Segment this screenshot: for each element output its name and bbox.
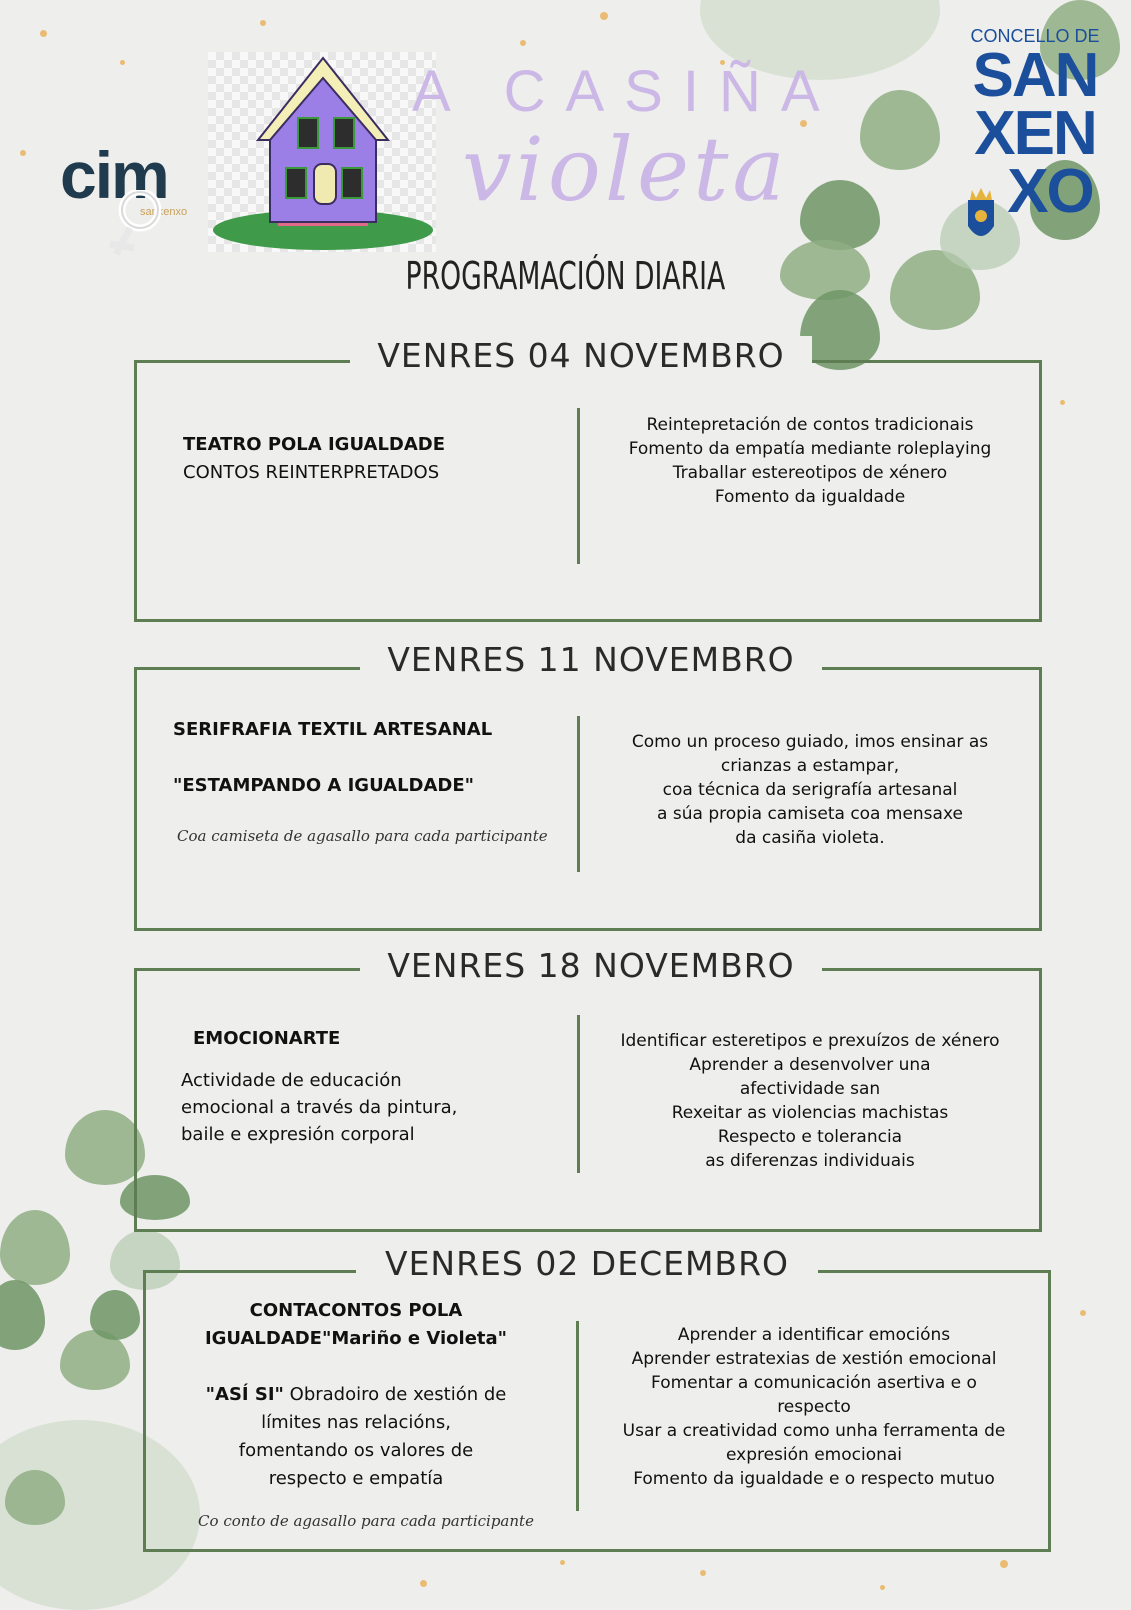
objective: Identificar esteretipos e prexuízos de xénero <box>620 1031 1000 1051</box>
session-date-1: VENRES 04 NOVEMBRO <box>350 336 812 375</box>
session-desc-line: fomentando os valores de <box>238 1440 474 1461</box>
objective: as diferenzas individuais <box>705 1151 915 1171</box>
asi-si-label: "ASÍ SI" <box>205 1384 284 1405</box>
objective: da casiña violeta. <box>735 828 885 848</box>
session-date-4: VENRES 02 DECEMBRO <box>356 1244 818 1283</box>
page-title: PROGRAMACIÓN DIARIA <box>405 254 726 298</box>
session-objectives <box>587 730 1033 850</box>
session-title: SERIFRAFIA TEXTIL ARTESANAL <box>173 719 493 740</box>
session-desc-line: baile e expresión corporal <box>181 1124 415 1145</box>
session-left <box>146 1297 566 1533</box>
cim-logo-subtext: sanxenxo <box>140 206 188 218</box>
objective: Fomento da igualdade e o respecto mutuo <box>633 1469 995 1489</box>
objective: coa técnica da serigrafía artesanal <box>662 780 958 800</box>
cim-logo-text: cim <box>60 138 168 212</box>
session-desc-line: Actividade de educación <box>181 1070 402 1091</box>
session-title-line: IGUALDADE"Mariño e Violeta" <box>204 1328 508 1349</box>
session-objectives <box>586 1323 1042 1491</box>
session-note: Coa camiseta de agasallo para cada participante <box>177 827 548 845</box>
objective: Fomentar a comunicación asertiva e o <box>651 1373 977 1393</box>
objective: Respecto e tolerancia <box>717 1127 903 1147</box>
asi-si-text: Obradoiro de xestión de <box>283 1384 507 1405</box>
female-symbol-icon <box>100 190 170 260</box>
session-box-1 <box>134 360 1042 622</box>
session-objectives <box>587 413 1033 509</box>
session-desc-line: emocional a través da pintura, <box>181 1097 458 1118</box>
objective: expresión emocionai <box>725 1445 903 1465</box>
session-divider <box>577 408 580 564</box>
crest-icon <box>964 186 998 246</box>
objective: crianzas a estampar, <box>720 756 900 776</box>
objective: Fomento da empatía mediante roleplaying <box>628 439 992 459</box>
session-left <box>181 1027 571 1148</box>
objective: Aprender a identificar emocións <box>677 1325 951 1345</box>
session-note: Co conto de agasallo para cada participante <box>198 1512 534 1530</box>
objective: afectividade san <box>739 1079 881 1099</box>
house-illustration <box>208 52 436 252</box>
session-title: EMOCIONARTE <box>193 1028 341 1049</box>
objective: Aprender estratexias de xestión emocional <box>631 1349 997 1369</box>
concello-name-1: SAN <box>972 41 1098 110</box>
session-title: TEATRO POLA IGUALDADE <box>183 434 446 455</box>
concello-logo <box>960 26 1110 226</box>
session-date-2: VENRES 11 NOVEMBRO <box>360 640 822 679</box>
session-desc-line: límites nas relacións, <box>261 1412 451 1433</box>
session-divider <box>576 1321 579 1511</box>
objective: a súa propia camiseta coa mensaxe <box>657 804 963 824</box>
session-divider <box>577 716 580 872</box>
title-casina: A CASIÑA <box>412 59 840 124</box>
objective: Aprender a desenvolver una <box>689 1055 931 1075</box>
session-box-4 <box>143 1270 1051 1552</box>
session-box-3 <box>134 968 1042 1232</box>
session-left <box>183 433 563 485</box>
session-objectives <box>587 1029 1033 1173</box>
objective: Rexeitar as violencias machistas <box>671 1103 949 1123</box>
concello-name-3: XO <box>1007 157 1093 226</box>
objective: Reintepretación de contos tradicionais <box>646 415 974 435</box>
session-desc-line: respecto e empatía <box>268 1468 444 1489</box>
objective: respecto <box>777 1397 851 1417</box>
session-divider <box>577 1015 580 1173</box>
session-quote: "ESTAMPANDO A IGUALDADE" <box>173 775 475 796</box>
session-box-2 <box>134 667 1042 931</box>
objective: Fomento da igualdade <box>714 487 906 507</box>
objective: Como un proceso guiado, imos ensinar as <box>631 732 989 752</box>
concello-label: CONCELLO DE <box>970 26 1100 46</box>
cim-logo <box>60 140 210 260</box>
session-date-3: VENRES 18 NOVEMBRO <box>360 946 822 985</box>
objective: Usar a creatividad como unha ferramenta de <box>622 1421 1006 1441</box>
concello-name-2: XEN <box>974 99 1096 168</box>
session-title-line: CONTACONTOS POLA <box>249 1300 463 1321</box>
session-subtitle: CONTOS REINTERPRETADOS <box>183 462 440 483</box>
session-left <box>173 718 573 848</box>
objective: Traballar estereotipos de xénero <box>672 463 948 483</box>
title-violeta: violeta <box>462 118 789 221</box>
